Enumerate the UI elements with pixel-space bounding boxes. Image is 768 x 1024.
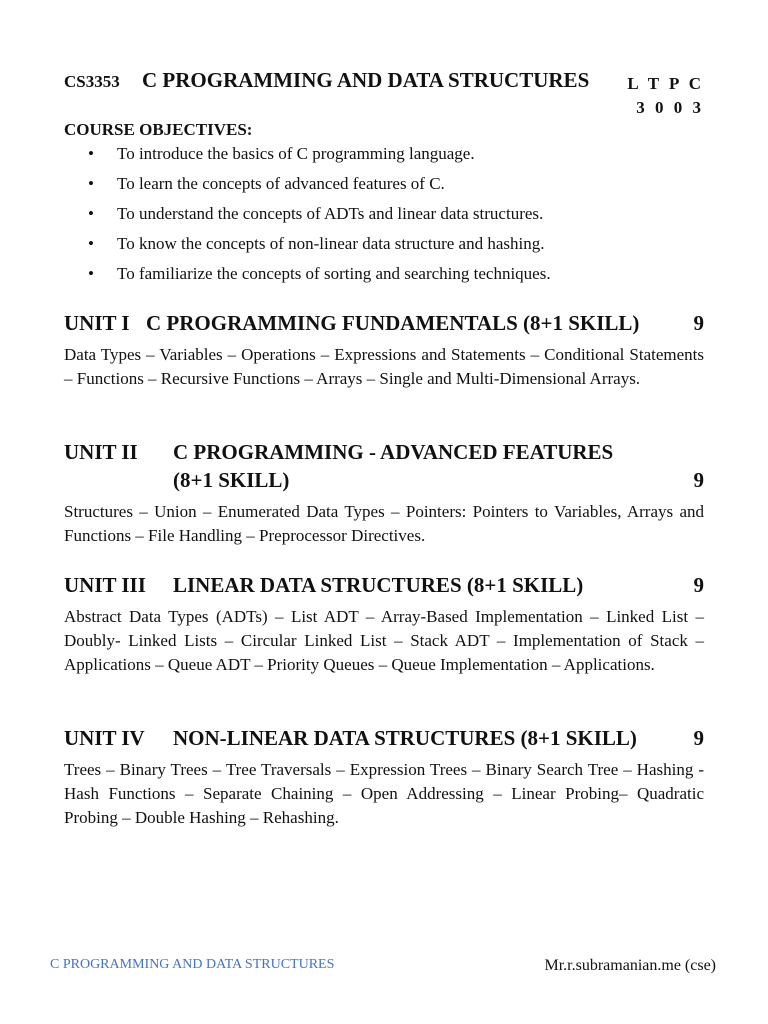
unit-hours: 9 xyxy=(693,311,704,335)
credit-structure xyxy=(627,72,704,120)
course-header xyxy=(64,68,704,118)
unit-description: Abstract Data Types (ADTs) – List ADT – Array-Based Implementation – Linked List – Doubly- Linked Lists – Circular Linked List – Stack ADT – Implementation of Stack – Applications – Queue ADT – Priority Queues – Queue Implementation – Applications. xyxy=(64,607,704,674)
footer-author: Mr.r.subramanian.me (cse) xyxy=(544,957,716,974)
unit-hours: 9 xyxy=(693,468,704,492)
unit-hours: 9 xyxy=(693,573,704,597)
unit-description: Trees – Binary Trees – Tree Traversals – Expression Trees – Binary Search Tree – Hashing - Hash Functions – Separate Chaining – Open Addressing – Linear Probing– Quadratic Probing – Double Hashing – Rehashing. xyxy=(64,760,704,827)
objectives-list xyxy=(64,142,551,292)
course-code: CS3353 xyxy=(64,72,120,91)
unit-number: UNIT IV xyxy=(64,726,145,750)
footer-course-title: C PROGRAMMING AND DATA STRUCTURES xyxy=(50,957,335,972)
ltpc-values: 3 0 0 3 xyxy=(636,98,704,117)
objective-item: • To know the concepts of non-linear data structure and hashing. xyxy=(64,232,551,262)
unit-description: Data Types – Variables – Operations – Expressions and Statements – Conditional Statements – Functions – Recursive Functions – Arrays – Single and Multi-Dimensional Arrays. xyxy=(64,345,704,388)
unit-title-line-2: (8+1 SKILL) xyxy=(173,468,290,492)
unit-title: C PROGRAMMING FUNDAMENTALS (8+1 SKILL) xyxy=(146,311,640,335)
unit-number: UNIT I xyxy=(64,311,130,335)
unit-hours: 9 xyxy=(693,726,704,750)
unit-number: UNIT III xyxy=(64,573,146,597)
course-title: C PROGRAMMING AND DATA STRUCTURES xyxy=(142,68,590,92)
unit-number: UNIT II xyxy=(64,440,138,464)
objective-item: • To introduce the basics of C programming language. xyxy=(64,142,551,172)
ltpc-labels: L T P C xyxy=(627,74,704,93)
unit-title: NON-LINEAR DATA STRUCTURES (8+1 SKILL) xyxy=(173,726,637,750)
objective-item: • To learn the concepts of advanced features of C. xyxy=(64,172,551,202)
objectives-heading: COURSE OBJECTIVES: xyxy=(64,120,253,139)
unit-title: C PROGRAMMING - ADVANCED FEATURES xyxy=(173,440,614,464)
unit-description: Structures – Union – Enumerated Data Types – Pointers: Pointers to Variables, Arrays and Functions – File Handling – Preprocessor Directives. xyxy=(64,502,704,545)
objective-item: • To familiarize the concepts of sorting and searching techniques. xyxy=(64,262,551,292)
objective-item: • To understand the concepts of ADTs and linear data structures. xyxy=(64,202,551,232)
unit-title: LINEAR DATA STRUCTURES (8+1 SKILL) xyxy=(173,573,584,597)
